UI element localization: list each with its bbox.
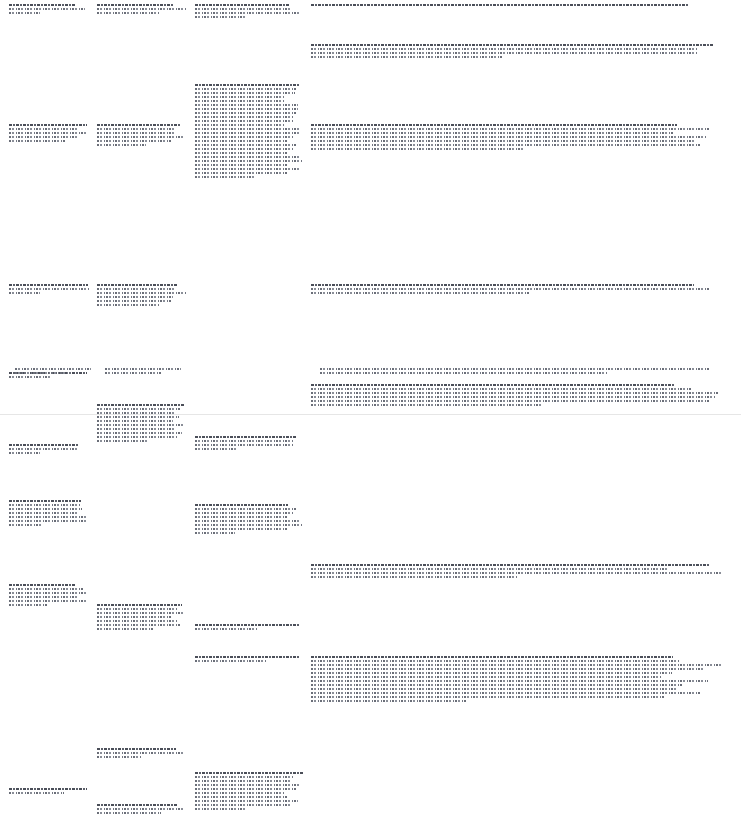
text-line: [311, 684, 682, 686]
text-line: [311, 388, 692, 390]
text-line: [195, 124, 284, 126]
text-line: [311, 392, 718, 394]
text-line: [97, 140, 171, 142]
text-line: [195, 784, 301, 786]
text-line: [195, 780, 290, 782]
text-line: [97, 620, 178, 622]
text-line: [195, 92, 295, 94]
text-line: [195, 12, 301, 14]
text-line: [311, 692, 700, 694]
text-line: [311, 696, 664, 698]
text-line: [97, 284, 178, 286]
text-line: [195, 656, 299, 658]
text-line: [97, 12, 160, 14]
text-line: [195, 772, 303, 774]
text-line: [97, 808, 183, 810]
text-line: [195, 176, 254, 178]
text-line: [195, 532, 235, 534]
text-line: [9, 448, 79, 450]
text-line: [9, 284, 88, 286]
text-line: [195, 512, 294, 514]
text-line: [195, 788, 297, 790]
footer-line: [105, 372, 161, 374]
text-line: [195, 136, 294, 138]
text-line: [195, 104, 298, 106]
legibility-note: [0, 0, 1, 1]
text-line: [9, 600, 86, 602]
text-line: [97, 296, 173, 298]
text-line: [97, 436, 178, 438]
text-line: [9, 788, 87, 790]
text-line: [9, 8, 85, 10]
text-line: [311, 48, 697, 50]
text-line: [9, 596, 79, 598]
text-line: [195, 116, 293, 118]
text-line: [97, 804, 178, 806]
text-line: [195, 100, 285, 102]
text-line: [195, 8, 290, 10]
text-line: [9, 592, 87, 594]
text-line: [195, 160, 303, 162]
text-line: [195, 660, 267, 662]
text-line: [97, 604, 182, 606]
text-line: [311, 656, 673, 658]
text-line: [97, 132, 174, 134]
text-line: [311, 568, 669, 570]
text-line: [97, 608, 178, 610]
footer-line: [15, 368, 91, 370]
text-line: [195, 144, 297, 146]
footer-line: [320, 368, 710, 370]
text-line: [195, 96, 285, 98]
text-line: [9, 504, 80, 506]
text-line: [311, 576, 517, 578]
text-line: [97, 420, 173, 422]
text-line: [311, 672, 672, 674]
text-line: [9, 128, 79, 130]
text-line: [195, 776, 294, 778]
text-line: [9, 288, 89, 290]
text-line: [97, 752, 185, 754]
text-column-c: [195, 4, 303, 414]
footer-line: [320, 372, 607, 374]
text-line: [97, 616, 172, 618]
text-line: [311, 404, 543, 406]
text-line: [97, 612, 183, 614]
text-line: [311, 292, 530, 294]
text-line: [195, 108, 298, 110]
footer-line: [15, 372, 71, 374]
text-line: [9, 584, 76, 586]
text-line: [9, 452, 40, 454]
text-line: [97, 292, 187, 294]
text-line: [9, 376, 52, 378]
text-line: [97, 424, 183, 426]
text-line: [311, 128, 710, 130]
text-line: [195, 628, 257, 630]
text-line: [311, 400, 709, 402]
text-line: [311, 664, 722, 666]
text-line: [195, 16, 245, 18]
text-line: [97, 812, 161, 814]
text-line: [195, 152, 288, 154]
text-line: [97, 136, 185, 138]
text-line: [195, 444, 293, 446]
text-line: [195, 128, 300, 130]
text-line: [311, 56, 502, 58]
text-line: [311, 144, 700, 146]
text-line: [97, 128, 176, 130]
text-line: [9, 444, 79, 446]
text-line: [311, 284, 694, 286]
text-line: [311, 136, 706, 138]
text-line: [9, 508, 82, 510]
text-line: [195, 624, 300, 626]
text-line: [311, 4, 689, 6]
text-line: [311, 140, 694, 142]
text-line: [97, 404, 184, 406]
text-line: [195, 792, 285, 794]
text-line: [195, 88, 296, 90]
text-line: [195, 808, 246, 810]
text-line: [195, 140, 288, 142]
text-line: [195, 120, 293, 122]
text-line: [195, 800, 298, 802]
text-line: [195, 148, 294, 150]
text-line: [311, 124, 677, 126]
text-line: [195, 804, 292, 806]
text-line: [97, 748, 176, 750]
text-line: [97, 288, 176, 290]
text-line: [97, 756, 142, 758]
text-line: [97, 628, 153, 630]
text-line: [195, 440, 293, 442]
text-line: [195, 436, 296, 438]
text-line: [311, 680, 708, 682]
text-line: [9, 520, 86, 522]
text-line: [311, 676, 661, 678]
text-line: [195, 508, 297, 510]
footer-line: [105, 368, 181, 370]
text-line: [311, 52, 698, 54]
text-line: [97, 124, 181, 126]
text-line: [311, 384, 674, 386]
text-line: [9, 512, 77, 514]
text-line: [97, 4, 174, 6]
text-line: [9, 140, 66, 142]
text-line: [195, 84, 300, 86]
bottom-rule: [0, 414, 741, 415]
text-line: [97, 432, 182, 434]
text-line: [195, 164, 288, 166]
text-column-b: [97, 4, 187, 364]
text-line: [195, 448, 236, 450]
text-line: [311, 564, 709, 566]
text-line: [9, 12, 40, 14]
text-line: [195, 504, 288, 506]
text-line: [311, 148, 524, 150]
text-line: [9, 588, 84, 590]
text-column-a: [9, 4, 89, 364]
text-line: [9, 136, 79, 138]
text-line: [311, 44, 714, 46]
text-line: [9, 516, 88, 518]
text-line: [311, 688, 677, 690]
text-line: [97, 440, 148, 442]
text-line: [9, 604, 47, 606]
text-line: [311, 132, 673, 134]
text-line: [195, 4, 289, 6]
text-line: [9, 4, 75, 6]
text-line: [9, 524, 41, 526]
text-line: [9, 132, 87, 134]
text-line: [9, 124, 87, 126]
text-line: [311, 288, 710, 290]
text-line: [97, 304, 160, 306]
text-line: [195, 168, 300, 170]
text-line: [97, 8, 186, 10]
text-line: [97, 300, 172, 302]
text-line: [195, 796, 287, 798]
text-line: [311, 572, 723, 574]
text-line: [311, 396, 716, 398]
text-line: [9, 792, 64, 794]
text-line: [195, 520, 300, 522]
text-line: [311, 668, 705, 670]
text-line: [97, 428, 174, 430]
text-column-d: [311, 4, 731, 364]
text-line: [195, 528, 288, 530]
text-line: [9, 500, 81, 502]
text-line: [311, 660, 679, 662]
text-line: [195, 156, 300, 158]
text-line: [195, 516, 288, 518]
text-line: [195, 524, 303, 526]
text-line: [195, 112, 296, 114]
text-line: [97, 624, 180, 626]
text-line: [97, 416, 179, 418]
text-line: [195, 172, 288, 174]
text-line: [195, 132, 299, 134]
text-line: [97, 408, 181, 410]
text-line: [97, 144, 146, 146]
text-line: [9, 292, 40, 294]
text-line: [311, 700, 466, 702]
